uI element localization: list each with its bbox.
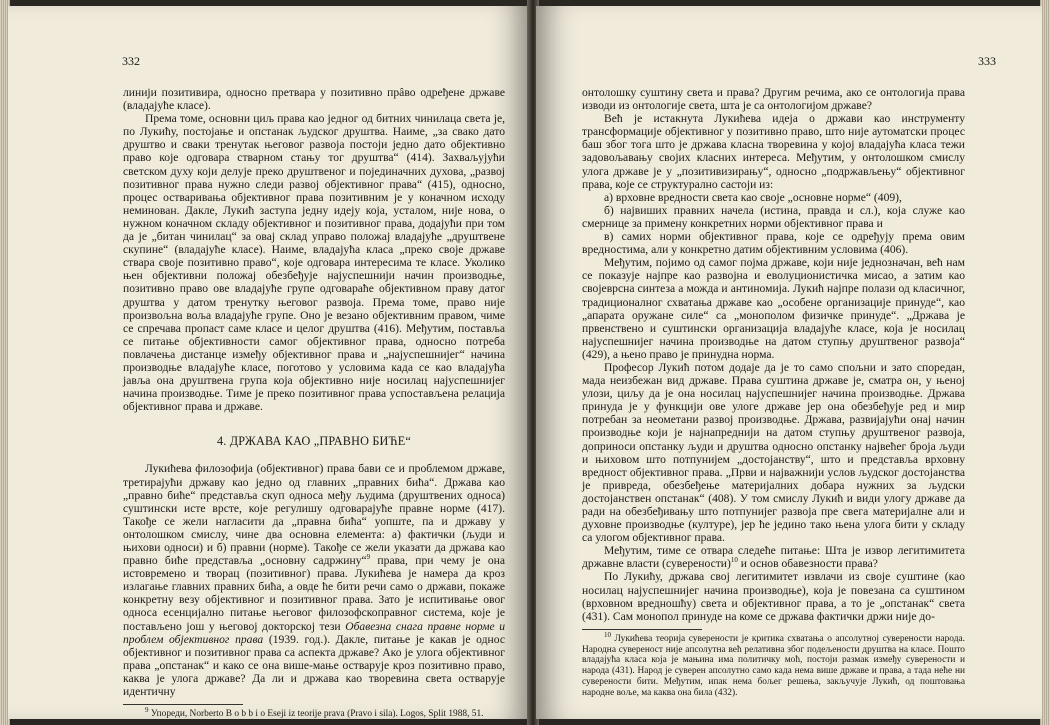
- paragraph: онтолошку суштину света и права? Другим речима, ако се онтологија права изводи из онтологије света, шта је са онтологијом државе?: [582, 86, 965, 113]
- footnote-ref: 10: [730, 556, 738, 565]
- paragraph-text: права,: [370, 554, 408, 568]
- footnote: [582, 630, 965, 699]
- paragraph-text: и основ обавезности права?: [737, 557, 878, 571]
- paragraph: линији позитивира, односно претвара у позитивно прâво одређене државе (владајуће класе).: [123, 86, 505, 113]
- list-item: в) самих норми објективног права, које се одређују према овим вредностима, али у конкретно датим објективним условима (406).: [582, 230, 965, 257]
- paragraph: Према томе, основни циљ права као једног од битних чинилаца света је, по Лукићу, постојање и опстанак људског друштва. Наиме, „за свако дато друштво и сваки тренутак његовог развоја постоји једно дато објективно право које одговара стварном стању тог друштва“ (414). Захваљујући светском духу који делује преко друштвеног и појединачних духова, „развој позитивног права нужно следи развој објективног права“ (415), односно, процес остваривања објективног права позитивним је у коначном исходу неминован. Дакле, Лукић заступа једну идеју која, усталом, није нова, о нужном коначном складу објективног и позитивног права, додајући при том да је „битан чинилац“ за овај склад управо положај владајуће „друштвене скупине“ (владајуће класе). Наиме, владајућа класа „преко своје државе ствара своје позитивно право“, које одговара интересима те класе. Уколико њен објективни положај обезбеђује најуспешнији начин производње, позитивно право ове владајуће групе одговараће објективном праву датог друштва у датом тренутку његовог развоја. Према томе, право није произвољна воља владајуће групе. Оно је везано објективним правом, чиме се спречава пропаст саме класе и целог друштва (416). Међутим, постављa се питање објективности самог објективног права, односно потреба повлачења дистанце између објективног права и „најуспешнијег“ начина производње владајуће класе, поготово у условима када се као владајућа јавља она друштвена група која објективно није носилац најуспешнијег начина производње. Тиме је преко позитивног права успостављена релација објективног права и државе.: [123, 112, 505, 414]
- left-page: [8, 6, 529, 719]
- thesis-title: Обавезна снага правне норме и проблем објективног права: [123, 619, 505, 646]
- right-page: [536, 6, 1042, 719]
- paragraph: Међутим, појимо од самог појма државе, који није једнозначан, већ нам се показује најпре као развојна и еволуционистичка мисао, а затим као својеврсна синтеза а можда и антиномија. Лукић најпре полази од класичног, традиционалног схватања државе као „особене организације принуде“, као „апарата оружане силе“ са „монополом физичке принуде“. „Држава је првенствено и суштински организација владајуће класе, која је носилац најуспешнијег начина производње на датом ступњу друштвеног развоја“ (429), а њено право је принудна норма.: [582, 256, 965, 361]
- section-heading: 4. ДРЖАВА КАО „ПРАВНО БИЋЕ“: [216, 434, 412, 449]
- footnote: [123, 706, 505, 719]
- list-item: б) највиших правних начела (истина, правда и сл.), која служе као смернице за примену конкретних норми објективног права и: [582, 203, 965, 230]
- footnote-rule: [582, 629, 702, 630]
- paragraph: Професор Лукић потом додаје да је то само спољни и зато споредан, мада неизбежан вид државе. Права суштина државе је, сматра он, у њеној улози, циљу да је она носилац најуспешнијег начина производње. Држава принуда је у функцији ове улоге државе јер она обезбеђује ред и мир потребан за неометани развој производње. Држава, развијајући онај начин производње који је најнапреднији на датом ступњу друштвеног развоја, доприноси опстанку људи и друштва односно опстанку највећег броја људи и њиховом што потпунијем „достојанству“, што и представља врховну вредност објективног права. „Први и најважнији услов људског достојанства је привреда, обезбеђење материјалних добара нужних за људски достојанствен опстанак“ (408). У том смислу Лукић и види улогу државе да ради на обезбеђивању што потпунијег развоја пре свега материјалне али и духовне производње (културе), јер ће једино тако њена улога бити у складу са улогом објективног права.: [582, 360, 965, 545]
- footnote-rule: [123, 704, 243, 705]
- paragraph: [582, 544, 965, 570]
- paragraph: [123, 462, 505, 698]
- footnote-text: Упореди, Norberto B o b b i o Eseji iz teorije prava (Pravo i sila). Logos, Split 1988, 51.: [150, 709, 484, 719]
- right-page-text: [582, 86, 965, 699]
- footnote-text: Лукићева теорија суверености је критика схватања о апсолутној суверености народа. Народна сувереност није апсолутна већ релативна због подељености друштва на класе. Пошто владајућа класа која је мањина има политичку моћ, постоји размак између суверености и народа (431). Народ је суверен апсолутно само када нема више државе и права, а тада неће ни суверености бити. Међутим, ипак нема бољег решења, закључује Лукић, од поштовања народне воље, ма каква она била (432).: [582, 633, 965, 698]
- paragraph: По Лукићу, држава свој легитимитет извлачи из своје суштине (као носилац најуспешнијег начина производње), која је повезана са суштином (врховном вредношћу) света и објективног права, а то је „опстанак“ света (431). Сам монопол принуде на коме се држава фактички држи није до-: [582, 570, 965, 623]
- paragraph-text: Међутим, тиме се отвара следеће питање: Шта је извор легитимитета државне власти (суверености): [582, 544, 965, 571]
- page-number: 332: [122, 54, 140, 68]
- footnote-ref: 9: [366, 553, 371, 562]
- paragraph-text: (1939. год.). Дакле, питање је какав је однос објективног и позитивног права са аспекта државе? Ако је улога објективног права „опстанак“ и како се она више-мање остварује кроз позитивно право, каква је улога државе? Да ли и држава као творевина света остварује идентичну: [123, 632, 505, 699]
- footnote-marker: 9: [145, 706, 149, 714]
- footnote-marker: 10: [604, 630, 611, 639]
- paragraph-text: при чему је она истовремено и творац (позитивног) права. Лукићева је намера да кроз излагање главних правних бића, а овде ће бити речи само о држави, покаже конкретну везу објективног и позитивног права. Зато је испитивање овог односа есенцијално питање његовог филозофскоправног система, које је постављено још у његовој докторској тези: [123, 554, 505, 633]
- left-page-text: [123, 86, 505, 719]
- page-number: 333: [978, 54, 996, 68]
- list-item: а) врховне вредности света као своје „основне норме“ (409),: [604, 190, 902, 204]
- paragraph-text: Лукићева филозофија (објективног) права бави се и проблемом државе, третирајући државу као једно од главних „правних бића“. Држава као „правно биће“ представља скуп односа међу људима (друштвених односа) суштински исте врсте, које регулишу одговарајуће правне норме (417). Такође се жели нагласити да „правна бића“ уопште, па и државу у онтолошком смислу, чине два основна елемента: а) фактички (људи и њихови односи) и б) правни (норме). Такође се жели указати да држава као правно биће представља „основну садржину“: [123, 462, 505, 568]
- paragraph: Већ је истакнута Лукићева идеја о држави као инструменту трансформације објективног у позитивно право, што није аутоматски процес баш због тога што је држава класна творевина у којој владајућа класа тежи задовољавању својих класних интереса. Међутим, у онтолошком смислу улога државе је у „позитивизирању“, односно „подржављењу“ објективног права, које се структурално састоји из:: [582, 112, 965, 191]
